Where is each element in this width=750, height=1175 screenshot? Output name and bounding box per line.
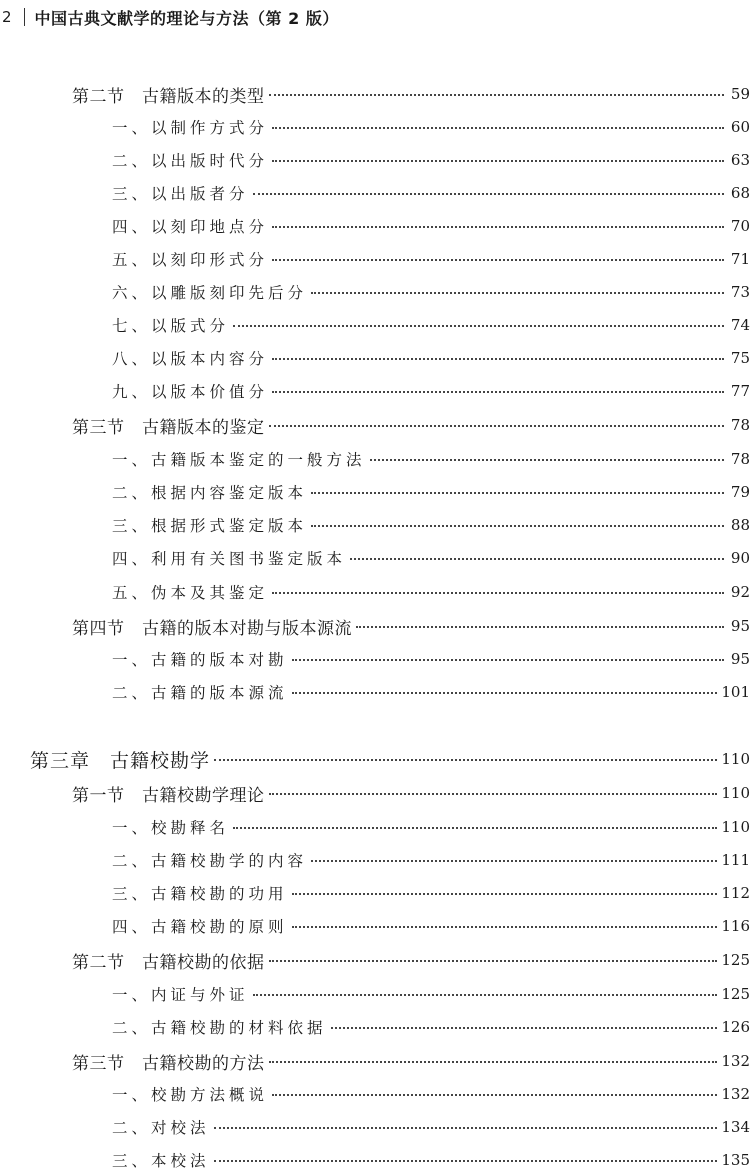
toc-entry-label: 三、根据形式鉴定版本 [112,517,308,535]
dot-leader [214,1127,718,1129]
toc-entry-label: 八、以版本内容分 [112,350,269,368]
toc-entry-label: 五、以刻印形式分 [112,251,269,269]
dot-leader [272,391,724,393]
toc-entry-page-number: 68 [730,184,750,202]
dot-leader [214,759,717,761]
toc-entry-page-number: 135 [721,1151,750,1169]
toc-entry-label: 七、以版式分 [112,317,230,335]
toc-entry-sub[interactable] [112,112,750,142]
toc-entry-page-number: 95 [730,650,750,668]
toc-entry-page-number: 70 [730,217,750,235]
toc-entry-page-number: 112 [721,884,750,902]
toc-entry-sub[interactable] [112,1079,750,1109]
toc-entry-sub[interactable] [112,543,750,573]
toc-entry-page-number: 77 [730,382,750,400]
dot-leader [272,592,724,594]
toc-entry-page-number: 59 [730,85,750,103]
dot-leader [272,160,724,162]
toc-entry-page-number: 88 [730,516,750,534]
toc-entry-sub[interactable] [112,510,750,540]
dot-leader [292,893,718,895]
dot-leader [292,659,724,661]
toc-entry-sub[interactable] [112,145,750,175]
dot-leader [214,1160,718,1162]
dot-leader [253,994,718,996]
toc-entry-page-number: 110 [721,818,750,836]
toc-entry-label: 二、古籍的版本源流 [112,684,288,702]
toc-entry-sub[interactable] [112,343,750,373]
toc-entry-sub[interactable] [112,376,750,406]
header-book-title: 中国古典文献学的理论与方法（第 2 版） [34,8,339,28]
toc-entry-page-number: 90 [730,549,750,567]
toc-entry-sub[interactable] [112,477,750,507]
toc-entry-sub[interactable] [112,644,750,674]
dot-leader [269,425,725,427]
toc-entry-page-number: 101 [721,683,750,701]
dot-leader [272,358,724,360]
toc-entry-page-number: 132 [721,1052,750,1070]
toc-entry-label: 三、古籍校勘的功用 [112,885,288,903]
toc-entry-label: 一、校勘释名 [112,819,230,837]
header-page-number: 2 [2,8,12,26]
dot-leader [350,558,724,560]
toc-entry-page-number: 78 [730,416,750,434]
toc-entry-page-number: 111 [721,851,750,869]
dot-leader [269,1061,718,1063]
toc-entry-label: 二、对校法 [112,1119,210,1137]
toc-entry-label: 第三节 古籍校勘的方法 [72,1053,265,1074]
dot-leader [253,193,724,195]
toc-entry-label: 二、以出版时代分 [112,152,269,170]
dot-leader [272,259,724,261]
toc-entry-label: 二、根据内容鉴定版本 [112,484,308,502]
dot-leader [272,226,724,228]
toc-entry-page-number: 126 [721,1018,750,1036]
dot-leader [269,94,725,96]
dot-leader [269,793,718,795]
toc-entry-label: 四、以刻印地点分 [112,218,269,236]
toc-entry-sub[interactable] [112,812,750,842]
toc-entry-page-number: 60 [730,118,750,136]
toc-entry-sub[interactable] [112,1145,750,1175]
toc-entry-sub[interactable] [112,211,750,241]
toc-entry-sub[interactable] [112,1112,750,1142]
toc-entry-page-number: 116 [721,917,750,935]
toc-entry-page-number: 75 [730,349,750,367]
toc-entry-label: 第四节 古籍的版本对勘与版本源流 [72,618,352,639]
toc-entry-page-number: 125 [721,951,750,969]
toc-entry-sub[interactable] [112,979,750,1009]
dot-leader [292,692,718,694]
toc-entry-sub[interactable] [112,845,750,875]
toc-entry-page-number: 92 [730,583,750,601]
toc-entry-sub[interactable] [112,577,750,607]
toc-entry-section[interactable] [72,945,750,975]
dot-leader [370,459,724,461]
toc-entry-label: 一、古籍的版本对勘 [112,651,288,669]
toc-entry-label: 一、古籍版本鉴定的一般方法 [112,451,366,469]
toc-entry-page-number: 79 [730,483,750,501]
toc-entry-page-number: 134 [721,1118,750,1136]
toc-entry-page-number: 73 [730,283,750,301]
toc-entry-sub[interactable] [112,178,750,208]
toc-entry-sub[interactable] [112,677,750,707]
toc-entry-label: 三、以出版者分 [112,185,249,203]
header-divider [24,8,25,26]
toc-entry-label: 第二节 古籍校勘的依据 [72,952,265,973]
toc-entry-label: 二、古籍校勘的材料依据 [112,1019,327,1037]
dot-leader [311,492,724,494]
toc-entry-sub[interactable] [112,878,750,908]
toc-entry-section[interactable] [72,611,750,641]
toc-entry-sub[interactable] [112,1012,750,1042]
toc-entry-sub[interactable] [112,444,750,474]
toc-entry-label: 一、内证与外证 [112,986,249,1004]
dot-leader [311,860,717,862]
toc-entry-label: 第三节 古籍版本的鉴定 [72,417,265,438]
dot-leader [233,827,717,829]
toc-entry-section[interactable] [72,1046,750,1076]
toc-entry-label: 六、以雕版刻印先后分 [112,284,308,302]
toc-entry-page-number: 110 [721,750,750,768]
toc-entry-page-number: 63 [730,151,750,169]
dot-leader [272,1094,717,1096]
toc-entry-label: 四、古籍校勘的原则 [112,918,288,936]
toc-entry-label: 一、校勘方法概说 [112,1086,269,1104]
toc-entry-page-number: 110 [721,784,750,802]
toc-entry-label: 三、本校法 [112,1152,210,1170]
toc-entry-label: 一、以制作方式分 [112,119,269,137]
toc-entry-section[interactable] [72,79,750,109]
toc-entry-page-number: 74 [730,316,750,334]
running-header [0,4,750,30]
toc-entry-sub[interactable] [112,310,750,340]
toc-entry-page-number: 125 [721,985,750,1003]
toc-entry-sub[interactable] [112,277,750,307]
dot-leader [331,1027,718,1029]
toc-entry-label: 五、伪本及其鉴定 [112,584,269,602]
dot-leader [272,127,724,129]
dot-leader [311,525,724,527]
toc-entry-page-number: 132 [721,1085,750,1103]
toc-entry-page-number: 95 [730,617,750,635]
toc-entry-chapter[interactable] [30,744,750,774]
dot-leader [292,926,718,928]
toc-entry-label: 九、以版本价值分 [112,383,269,401]
dot-leader [233,325,724,327]
toc-entry-sub[interactable] [112,244,750,274]
toc-entry-page-number: 78 [730,450,750,468]
toc-entry-label: 第一节 古籍校勘学理论 [72,785,265,806]
dot-leader [311,292,724,294]
dot-leader [269,960,718,962]
toc-entry-sub[interactable] [112,911,750,941]
toc-entry-section[interactable] [72,778,750,808]
toc-entry-label: 二、古籍校勘学的内容 [112,852,308,870]
toc-entry-label: 第二节 古籍版本的类型 [72,86,265,107]
toc-entry-page-number: 71 [730,250,750,268]
toc-entry-section[interactable] [72,410,750,440]
toc-entry-label: 第三章 古籍校勘学 [30,749,211,772]
toc-entry-label: 四、利用有关图书鉴定版本 [112,550,347,568]
dot-leader [356,626,724,628]
